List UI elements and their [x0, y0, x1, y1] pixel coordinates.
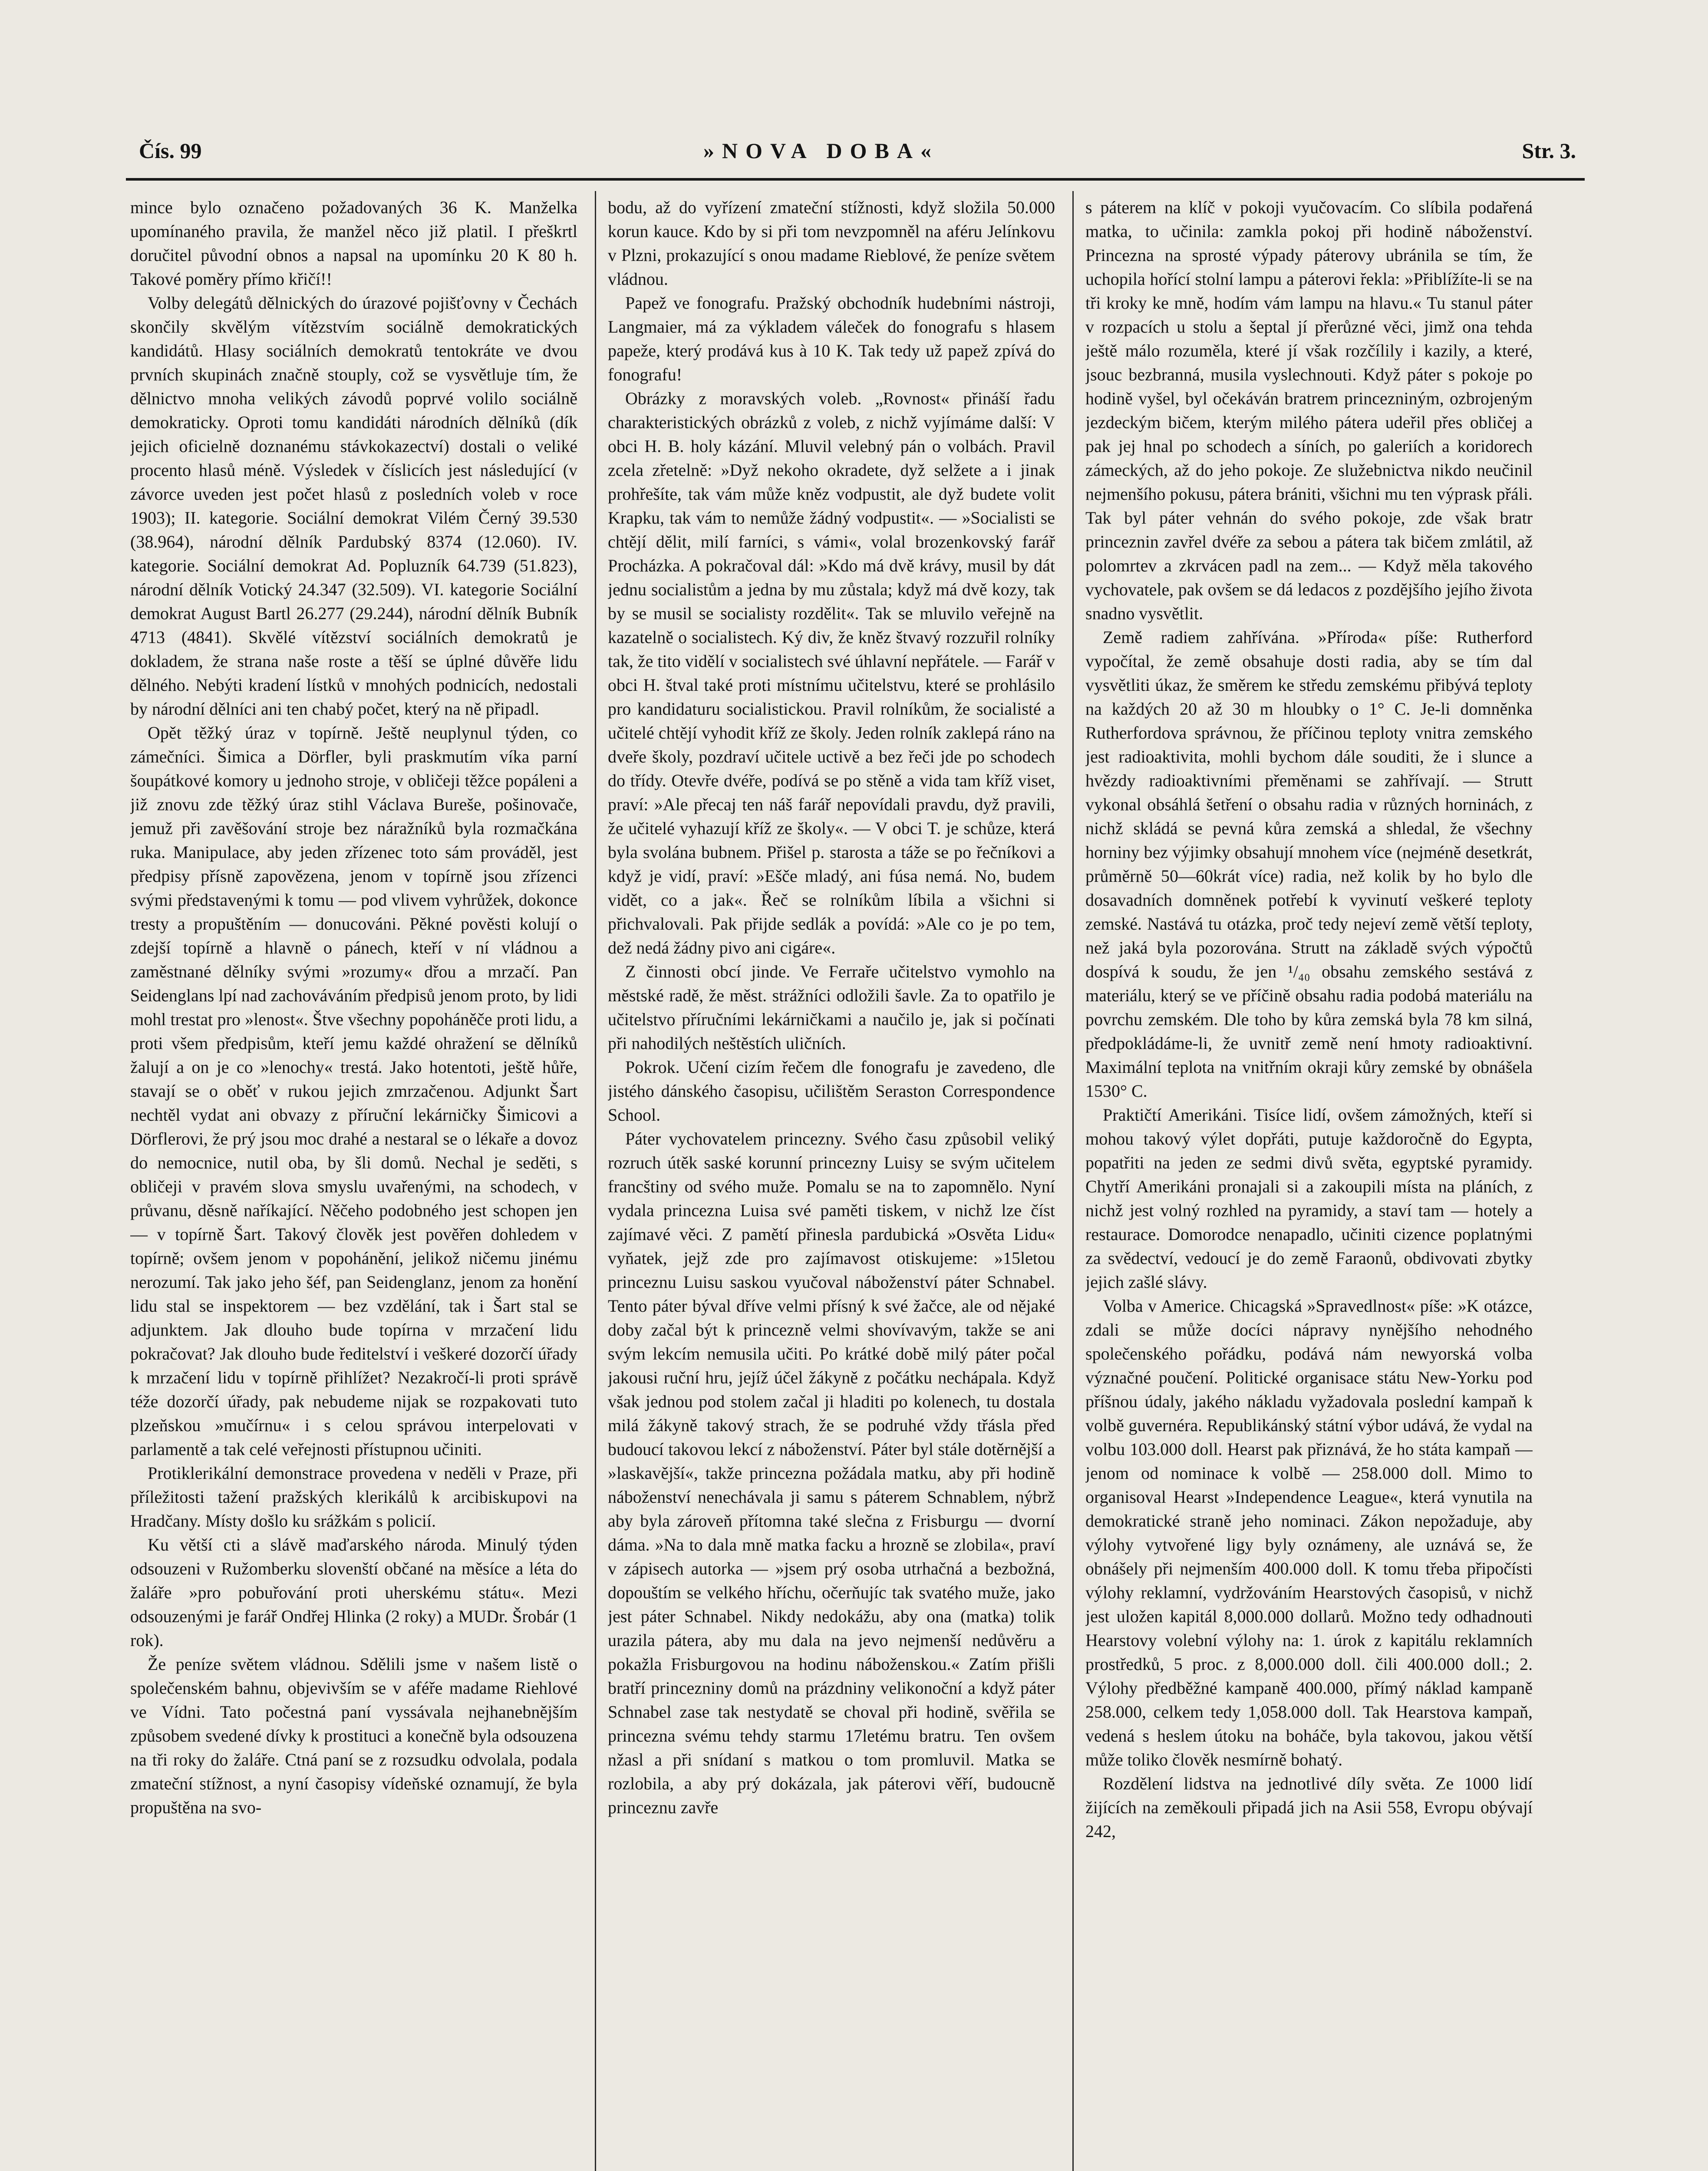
text-column-3 [1085, 195, 1533, 2171]
page-number: Str. 3. [1522, 139, 1576, 163]
article-cinnost-obci: Z činnosti obcí jinde. Ve Ferraře učitelstvo vymohlo na městské radě, že měst. strážníci odložili šavle. Za to opatřilo je učitelstvo příručními lekárničkami a naučilo je, jak si počínati při nahodilých neštěstích uličních. [608, 962, 1055, 1053]
column-divider [595, 191, 596, 2171]
article-protiklerikalni-demonstrace: Protiklerikální demonstrace provedena v neděli v Praze, při příležitosti tažení pražských klerikálů k arcibiskupovi na Hradčany. Místy došlo ku srážkám s policií. [130, 1463, 577, 1531]
article-madarsky-narod: Ku větší cti a slávě maďarského národa. Minulý týden odsouzeni v Ružomberku slovenští občané na měsíce a léta do žaláře »pro pobuřování proti uherskému státu«. Mezi odsouzenými je farář Ondřej Hlinka (2 roky) a MUDr. Šrobár (1 rok). [130, 1535, 577, 1650]
article-uraz-v-topirne: Opět těžký úraz v topírně. Ještě neuplynul týden, co zámečníci. Šimica a Dörfler, byli praskmutím víka parní šoupátkové komory u jednoho stroje, v obličeji těžce popáleni a již znovu zde těžký úraz stihl Václava Bureše, pošinovače, jemuž při zavěšování stroje bez náražníků byla rozmačkána ruka. Manipulace, aby jeden zřízenec toto sám prováděl, jest předpisy přísně zapovězena, jenom v topírně jsou zřízenci svými představenými k tomu — pod vlivem vyhrůžek, dokonce tresty a propuštěním — donucováni. Pěkné pověsti kolují o zdejší topírně a hlavně o pánech, kteří v ní vládnou a zaměstnané dělníky svými »rozumy« dřou a mrzačí. Pan Seidenglans lpí nad zachováváním předpisů jenom proto, by lidi mohl trestat pro »lenost«. Štve všechny popoháněče proti lidu, a proti všem předpisům, kteří jemu každé ohražení se dělníků žalují a on je co »lenochy« trestá. Jako hotentoti, ještě hůře, stavají se o oběť v rukou jejich zmrzačenou. Adjunkt Šart nechtěl vydat ani obvazy z příruční lekárničky Šimicovi a Dörflerovi, že prý jsou moc drahé a nestaral se o lékaře a dovoz do nemocnice, nutil oba, by šli domů. Nechal je seděti, s obličeji v pravém slova smyslu uvařenými, na schodech, v průvanu, děsně naříkající. Něčeho podobného jest schopen jen — v topírně Šart. Takový člověk jest pověřen dohledem v topírně; ovšem jenom v popohánění, jelikož ničemu jinému nerozumí. Tak jako jeho šéf, pan Seidenglanz, jenom za honění lidu stal se inspektorem — bez vzdělání, tak i Šart stal se adjunktem. Jak dlouho bude topírna v mrzačení lidu pokračovat? Jak dlouho bude ředitelství i veškeré dozorčí úřady k mrzačení lidu v topírně přihlížet? Nezakročí-li proti správě téže dozorčí úřady, pak nebudeme nijak se rozpakovati tuto plzeňskou »mučírnu« i s celou správou interpelovati v parlamentě a tak celé veřejnosti přístupnou učiniti. [130, 723, 577, 1459]
article-prakticti-amerikani: Praktičtí Amerikáni. Tisíce lidí, ovšem zámožných, kteří si mohou takový výlet dopřáti, putuje každoročně do Egypta, popatřiti na jeden ze sedmi divů světa, egyptské pyramidy. Chytří Amerikáni pronajali si a zakoupili místa na pláních, z nichž jest volný rozhled na pyramidy, a staví tam — hotely a restaurace. Domorodce nenapadlo, učiniti cizence poplatnými za svědectví, vedoucí je do země Faraonů, obdivovati zbytky jejich zašlé slávy. [1085, 1105, 1533, 1292]
article-zeme-radiem: Země radiem zahřívána. »Příroda« píše: Rutherford vypočítal, že země obsahuje dosti radia, aby se tím dal vysvětliti úkaz, že směrem ke středu zemskému přibývá teploty na každých 20 až 30 m hloubky o 1° C. Je-li domněnka Rutherfordova správnou, že příčinou teploty vnitra zemského jest radioaktivita, mohli bychom dále souditi, že i slunce a hvězdy radioaktivními přeměnami se zahřívají. — Strutt vykonal obsáhlá šetření o obsahu radia v různých horninách, z nichž skládá se pevná kůra zemská a shledal, že všechny horniny bez výjimky obsahují mnohem více (nejméně desetkrát, průměrně 50—60krát více) radia, než kolik by ho bylo dle dosavadních domněnek potřebí k vyvinutí veškeré teploty zemské. Nastává tu otázka, proč tedy nejeví země větší teploty, než jaká byla pozorována. Strutt na základě svých výpočtů dospívá k soudu, že jen ¹/₄₀ obsahu zemského sestává z materiálu, který se ve příčině obsahu radia podobá materiálu na povrchu zemském. Dle toho by kůra zemská byla 78 km silná, předpokládáme-li, že uvnitř země není hmoty radioaktivní. Maximální teplota na vnitřním okraji kůry zemské by obnášela 1530° C. [1085, 627, 1533, 1101]
article-continuation: mince bylo označeno požadovaných 36 K. Manželka upomínaného pravila, že manžel něco již platil. I přeškrtl doručitel původní obnos a napsal na upomínku 20 K 80 h. Takové poměry přímo křičí!! [130, 198, 577, 289]
article-continuation: bodu, až do vyřízení zmateční stížnosti, když složila 50.000 korun kauce. Kdo by si při tom nevzpomněl na aféru Jelínkovu v Plzni, prokazující s onou madame Rieblové, že peníze světem vládnou. [608, 198, 1055, 289]
header-rule [126, 178, 1585, 181]
article-penize-svetem-vladnou: Že peníze světem vládnou. Sdělili jsme v našem listě o společenském bahnu, objevivším se v aféře madame Riehlové ve Vídni. Tato počestná paní vyssávala nejhanebnějším způsobem svedené dívky k prostituci a konečně byla odsouzena na tři roky do žaláře. Ctná paní se z rozsudku odvolala, podala zmateční stížnost, a nyní časopisy vídeňské oznamují, že byla propuštěna na svo- [130, 1654, 577, 1817]
article-moravske-volby: Obrázky z moravských voleb. „Rovnost« přináší řadu charakteristických obrázků z voleb, z nichž vyjímáme další: V obci H. B. holy kázání. Mluvil velebný pán o volbách. Pravil zcela zřetelně: »Dyž nekoho okradete, dyž selžete a i jinak prohřešíte, tak vám může kněz vodpustit, ale dyž budete volit Krapku, tak vám to nemůže žádný vodpustit«. — »Socialisti se chtějí dělit, milí farníci, s vámi«, volal brozenkovský farář Procházka. A pokračoval dál: »Kdo má dvě krávy, musil by dát jednu socialistům a jedna by mu zůstala; když má dvě kozy, tak by se musil se socialisty rozdělit«. Tak se mluvilo veřejně na kazatelně o socialistech. Ký div, že kněz štvavý rozzuřil rolníky tak, že tito vidělí v socialistech své úhlavní nepřátele. — Farář v obci H. štval také proti místnímu učitelstvu, které se prohlásilo pro kandidaturu socialistickou. Pravil rolníkům, že socialisté a učitelé chtějí vyhodit kříž ze školy. Jeden rolník zaklepá ráno na dveře školy, pozdraví učitele uctivě a bez řeči jde po schodech do třídy. Otevře dvéře, podívá se po stěně a vida tam kříž viset, praví: »Ale přecaj ten náš farář nepovídali pravdu, dyž pravili, že učitelé vyhazují kříž ze školy«. — V obci T. je schůze, která byla svolána bubnem. Přišel p. starosta a táže se po řečníkovi a když je vidí, praví: »Ešče mladý, ani fúsa nemá. No, budem vidět, co a jak«. Řeč se rolníkům líbila a všichni si přichvalovali. Pak přijde sedlák a povídá: »Ale co je po tem, dež nedá žádny pivo ani cigáre«. [608, 389, 1055, 957]
text-column-2 [608, 195, 1055, 2171]
issue-number: Čís. 99 [139, 139, 202, 163]
article-volba-v-americe: Volba v Americe. Chicagská »Spravedlnost« píše: »K otázce, zdali se může docíci nápravy nynějšího nehodného společenského pořádku, podává nám newyorská volba význačné poučení. Politické organisace státu New-Yorku pod příšnou údaly, jakého nákladu vyžadovala poslední kampaň k volbě guvernéra. Republikánský státní výbor udává, že vydal na volbu 103.000 doll. Hearst pak přiznává, že ho státa kampaň — jenom od nominace k volbě — 258.000 doll. Mimo to organisoval Hearst »Independence League«, která vynutila na demokratické straně jeho nominaci. Zákon nepožaduje, aby výlohy vytvořené ligy byly oznámeny, ale uznává se, že obnášely při nejmenším 400.000 doll. K tomu třeba připočísti výlohy reklamní, vydržováním Hearstových časopisů, v nichž jest uložen kapitál 8,000.000 dollarů. Možno tedy odhadnouti Hearstovy volební výlohy na: 1. úrok z kapitálu reklamních prostředků, 5 proc. z 8,000.000 doll. čili 400.000 doll.; 2. Výlohy předběžné kampaně 400.000, přímý náklad kampaně 258.000, celkem tedy 1,058.000 doll. Tak Hearstova kampaň, vedená s heslem útoku na boháče, byla takovou, jakou větší může toliko člověk nesmírně bohatý. [1085, 1296, 1533, 1769]
newspaper-title: »NOVA DOBA« [703, 139, 939, 163]
article-rozdeleni-lidstva: Rozdělení lidstva na jednotlivé díly světa. Ze 1000 lidí žijících na zeměkouli připadá jich na Asii 558, Evropu obývají 242, [1085, 1774, 1533, 1841]
article-pater-vychovatelem: Páter vychovatelem princezny. Svého času způsobil veliký rozruch útěk saské korunní princezny Luisy se svým učitelem francštiny od svého muže. Pomalu se na to zapomnělo. Nyní vydala princezna Luisa své paměti tiskem, v nichž lze číst zajímavé věci. Z pamětí přinesla pardubická »Osvěta Lidu« vyňatek, jejž zde pro zajímavost otiskujeme: »15letou princeznu Luisu saskou vyučoval náboženství páter Schnabel. Tento páter býval dříve velmi přísný k své žačce, ale od nějaké doby začal být k princezně velmi shovívavým, takže se ani svým lekcím nemusila učiti. Po krátké době milý páter počal jakousi ruční hru, jejíž účel žákyně z počátku nechápala. Když však jednou pod stolem začal ji hladiti po kolenech, tu dostala milá žákyně takový strach, že se podruhé vždy třásla před budoucí takovou lekcí z náboženství. Páter byl stále dotěrnější a »laskavější«, takže princezna požádala matku, aby při hodině náboženství nenechávala ji samu s páterem Schnablem, nýbrž aby byla zároveň přítomna také slečna z Frisburgu — dvorní dáma. »Na to dala mně matka facku a hrozně se zlobila«, praví v zápisech autorka — »jsem prý osoba utrhačná a bezbožná, dopouštím se velkého hříchu, očerňujíc tak svatého muže, jako jest páter Schnabel. Nikdy nedokážu, aby ona (matka) tolik urazila pátera, aby mu dala na jevo nejmenší nedůvěru a pokažla Frisburgovou na hodinu náboženskou.« Zatím přišli bratří princezniny domů na prázdniny velikonoční a když páter Schnabel zase tak nestydatě se choval při hodině, svěřila se princezna svému tehdy starmu 17letému bratru. Ten ovšem nžasl a při snídaní s matkou o tom promluvil. Matka se rozlobila, a aby prý dokázala, jak páterovi věří, budoucně princeznu zavře [608, 1129, 1055, 1817]
text-column-1 [130, 195, 577, 2171]
article-pokrok: Pokrok. Učení cizím řečem dle fonografu je zavedeno, dle jistého dánského časopisu, učilištěm Seraston Correspondence School. [608, 1057, 1055, 1125]
article-continuation: s páterem na klíč v pokoji vyučovacím. Co slíbila podařená matka, to učinila: zamkla pokoj při hodině náboženství. Princezna na sprosté výpady páterovy ubránila se tím, že uchopila hořící stolní lampu a páterovi řekla: »Přiblížíte-li se na tři kroky ke mně, hodím vám lampu na hlavu.« Tu stanul páter v rozpacích u stolu a šeptal jí přerůzné věci, jimž ona tehda ještě málo rozuměla, které jí však rozčílily i kazily, a které, jsouc bezbranná, musila vyslechnouti. Když páter s pokoje po hodině vyšel, byl očekáván bratrem princezniným, ozbrojeným jezdeckým bičem, kterým milého pátera udeřil přes obličej a pak jej hnal po schodech a síních, po galeriích a koridorech zámeckých, až do jeho pokoje. Ze služebnictva nikdo neučinil nejmenšího pokusu, pátera brániti, všichni mu ten výprask přáli. Tak byl páter vehnán do svého pokoje, zde však bratr princeznin zavřel dvéře za sebou a pátera tak bičem zmlátil, až polomrtev a zkrvácen padl na zem... — Když měla takového vychovatele, pak ovšem se dá ledacos z pozdějšího jejího života snadno vysvětlit. [1085, 198, 1533, 623]
column-divider [1072, 191, 1074, 2171]
article-papez-ve-fonografu: Papež ve fonografu. Pražský obchodník hudebními nástroji, Langmaier, má za výkladem váleček do fonografu s hlasem papeže, který prodává kus à 10 K. Tak tedy už papež zpívá do fonografu! [608, 293, 1055, 384]
page-header [126, 138, 1585, 173]
article-volby-delegatu: Volby delegátů dělnických do úrazové pojišťovny v Čechách skončily skvělým vítězstvím sociálně demokratických kandidátů. Hlasy sociálních demokratů tentokráte ve dvou prvních skupinách značně stouply, což se vysvětluje tím, že dělnictvo mnoha velikých závodů poprvé volilo sociálně demokraticky. Oproti tomu kandidáti národních dělníků (dík jejich oficielně doznanému stávkokazectví) dostali o veliké procento hlasů méně. Výsledek v číslicích jest následující (v závorce uveden jest počet hlasů z posledních voleb v roce 1903); II. kategorie. Sociální demokrat Vilém Černý 39.530 (38.964), národní dělník Pardubský 8374 (12.060). IV. kategorie. Sociální demokrat Ad. Popluzník 64.739 (51.823), národní dělník Votický 24.347 (32.509). VI. kategorie Sociální demokrat August Bartl 26.277 (29.244), národní dělník Bubník 4713 (4841). Skvělé vítězství sociálních demokratů je dokladem, že strana naše roste a těší se úplné důvěře lidu dělného. Nebýti kradení lístků v mnohých podnicích, nedostali by národní dělníci ani ten chabý počet, který na ně připadl. [130, 293, 577, 719]
